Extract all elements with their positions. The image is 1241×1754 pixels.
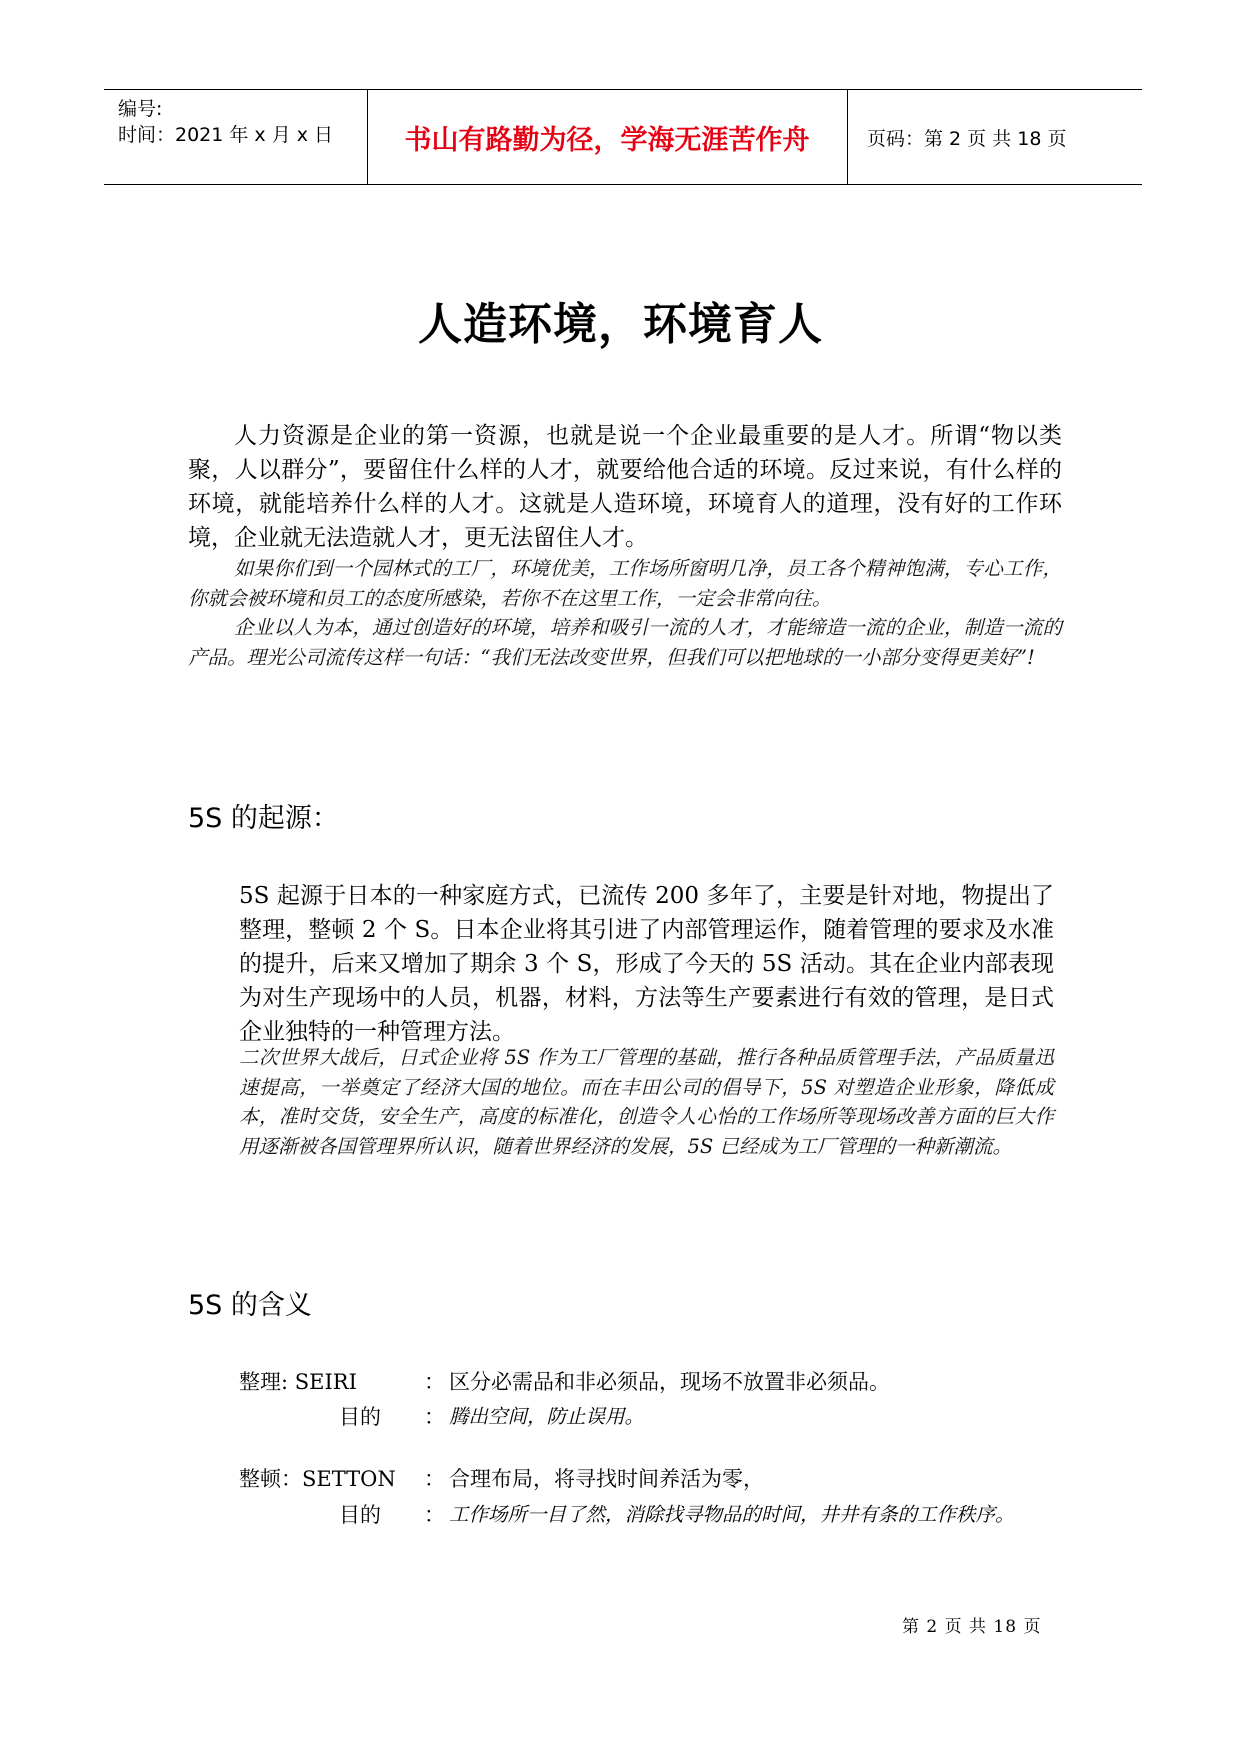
meaning-heading: 5S 的含义 <box>188 1290 312 1321</box>
motto-text: 书山有路勤为径，学海无涯苦作舟 <box>404 124 810 156</box>
origin-heading: 5S 的起源： <box>188 803 339 834</box>
definition-text: 区分必需品和非必须品，现场不放置非必须品。 <box>449 1370 890 1394</box>
time-label: 时间：2021 年 x 月 x 日 <box>118 124 334 146</box>
definition-term: 整理: SEIRI <box>239 1370 357 1394</box>
origin-paragraph-2: 二次世界大战后，日式企业将 5S 作为工厂管理的基础，推行各种品质管理手法，产品质量迅速提高，一举奠定了经济大国的地位。而在丰田公司的倡导下，5S 对塑造企业形象，降低成本，准时交货，安全生产，高度的标准化，创造令人心怡的工作场所等现场改善方面的巨大作用逐渐被各国管理界所认识，随着世界经济的发展，5S 已经成为工厂管理的一种新潮流。 <box>239 1046 1054 1158</box>
purpose-text: 工作场所一目了然，消除找寻物品的时间，井井有条的工作秩序。 <box>449 1503 1015 1526</box>
definition-setton <box>239 1463 1039 1493</box>
page-code: 页码：第 2 页 共 18 页 <box>867 127 1067 150</box>
intro-paragraph-1: 人力资源是企业的第一资源，也就是说一个企业最重要的是人才。所谓“物以类聚，人以群分”，要留住什么样的人才，就要给他合适的环境。反过来说，有什么样的环境，就能培养什么样的人才。这就是人造环境，环境育人的道理，没有好的工作环境，企业就无法造就人才，更无法留住人才。 <box>188 423 1062 551</box>
intro-paragraph-2: 如果你们到一个园林式的工厂，环境优美，工作场所窗明几净，员工各个精神饱满，专心工作，你就会被环境和员工的态度所感染，若你不在这里工作，一定会非常向往。 <box>188 557 1062 610</box>
purpose-text: 腾出空间，防止误用。 <box>449 1405 645 1428</box>
intro-paragraph-3: 企业以人为本，通过创造好的环境，培养和吸引一流的人才，才能缔造一流的企业，制造一流的产品。理光公司流传这样一句话：“我们无法改变世界，但我们可以把地球的一小部分变得更美好”! <box>188 616 1062 669</box>
header-table <box>104 89 1142 185</box>
purpose-colon: ： <box>424 1405 445 1429</box>
definition-text: 合理布局，将寻找时间养活为零， <box>449 1467 764 1491</box>
header-info-cell <box>104 90 368 184</box>
header-motto-cell <box>367 90 848 184</box>
origin-paragraph-1: 5S 起源于日本的一种家庭方式，已流传 200 多年了，主要是针对地，物提出了整理，整顿 2 个 S。日本企业将其引进了内部管理运作，随着管理的要求及水准的提升，后来又增加了期余 3 个 S，形成了今天的 5S 活动。其在企业内部表现为对生产现场中的人员，机器，材料，方法等生产要素进行有效的管理，是日式企业独特的一种管理方法。 <box>239 883 1054 1045</box>
definition-colon: ： <box>424 1467 445 1491</box>
number-label: 编号: <box>118 98 163 120</box>
definition-term: 整顿：SETTON <box>239 1467 396 1491</box>
purpose-label: 目的 <box>339 1503 381 1527</box>
definition-colon: ： <box>424 1370 445 1394</box>
purpose-label: 目的 <box>339 1405 381 1429</box>
purpose-setton <box>239 1499 1059 1563</box>
definition-seiri <box>239 1366 1039 1396</box>
page-title: 人造环境，环境育人 <box>418 299 823 350</box>
page-footer: 第 2 页 共 18 页 <box>902 1617 1042 1637</box>
purpose-seiri <box>239 1401 1039 1431</box>
purpose-colon: ： <box>424 1503 445 1527</box>
